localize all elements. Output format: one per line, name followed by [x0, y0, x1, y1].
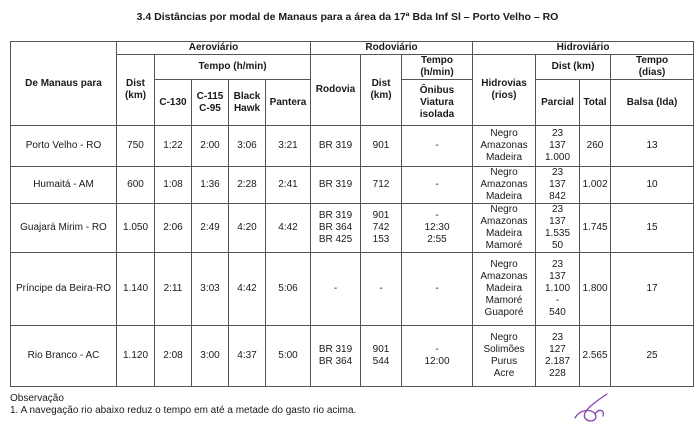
header-pantera: Pantera — [266, 80, 311, 126]
distance-table — [10, 41, 694, 387]
header-hidroviario: Hidroviário — [473, 42, 694, 55]
cell-balsa: 10 — [611, 167, 694, 204]
cell-destination: Guajará Mirim - RO — [11, 204, 117, 253]
cell-time-c115: 3:03 — [192, 253, 229, 326]
cell-balsa: 15 — [611, 204, 694, 253]
cell-hidrovias: Negro Solimões Purus Acre — [473, 326, 536, 387]
cell-total: 260 — [580, 126, 611, 167]
cell-hidrovias: Negro Amazonas Madeira Mamoré — [473, 204, 536, 253]
cell-destination: Humaitá - AM — [11, 167, 117, 204]
table-row — [11, 204, 694, 253]
cell-time-black-hawk: 4:37 — [229, 326, 266, 387]
cell-time-pantera: 4:42 — [266, 204, 311, 253]
cell-rodovias: - — [311, 253, 361, 326]
cell-parcial: 23 137 1.000 — [536, 126, 580, 167]
cell-hidrovias: Negro Amazonas Madeira Mamoré Guaporé — [473, 253, 536, 326]
header-black-hawk: Black Hawk — [229, 80, 266, 126]
cell-total: 1.800 — [580, 253, 611, 326]
cell-parcial: 23 137 842 — [536, 167, 580, 204]
cell-time-c130: 2:11 — [155, 253, 192, 326]
header-aero-dist: Dist (km) — [117, 55, 155, 126]
table-row — [11, 126, 694, 167]
cell-time-black-hawk: 3:06 — [229, 126, 266, 167]
cell-road-time: - — [402, 167, 473, 204]
cell-total: 1.745 — [580, 204, 611, 253]
header-rodoviario: Rodoviário — [311, 42, 473, 55]
header-total: Total — [580, 80, 611, 126]
cell-air-distance: 1.120 — [117, 326, 155, 387]
cell-time-black-hawk: 4:42 — [229, 253, 266, 326]
cell-road-distance: - — [361, 253, 402, 326]
cell-time-c115: 3:00 — [192, 326, 229, 387]
header-rodovia: Rodovia — [311, 55, 361, 126]
cell-time-c115: 1:36 — [192, 167, 229, 204]
observation-note: 1. A navegação rio abaixo reduz o tempo em até a metade do gasto rio acima. — [10, 405, 357, 416]
header-rod-tempo: Tempo (h/min) — [402, 55, 473, 80]
cell-rodovias: BR 319 BR 364 BR 425 — [311, 204, 361, 253]
cell-parcial: 23 127 2.187 228 — [536, 326, 580, 387]
page-title: 3.4 Distâncias por modal de Manaus para a área da 17ª Bda Inf Sl – Porto Velho – RO — [136, 11, 559, 23]
header-c130: C-130 — [155, 80, 192, 126]
header-hidro-dist: Dist (km) — [536, 55, 611, 80]
header-parcial: Parcial — [536, 80, 580, 126]
cell-destination: Porto Velho - RO — [11, 126, 117, 167]
cell-time-black-hawk: 2:28 — [229, 167, 266, 204]
cell-destination: Rio Branco - AC — [11, 326, 117, 387]
cell-hidrovias: Negro Amazonas Madeira — [473, 126, 536, 167]
cell-road-distance: 712 — [361, 167, 402, 204]
header-rod-dist: Dist (km) — [361, 55, 402, 126]
cell-balsa: 25 — [611, 326, 694, 387]
cell-road-distance: 901 — [361, 126, 402, 167]
cell-balsa: 13 — [611, 126, 694, 167]
cell-time-pantera: 5:00 — [266, 326, 311, 387]
signature-mark — [565, 388, 625, 426]
header-balsa: Balsa (Ida) — [611, 80, 694, 126]
table-row — [11, 326, 694, 387]
cell-time-c130: 1:22 — [155, 126, 192, 167]
cell-time-c130: 2:06 — [155, 204, 192, 253]
cell-time-c115: 2:00 — [192, 126, 229, 167]
cell-road-time: - 12:30 2:55 — [402, 204, 473, 253]
cell-road-time: - — [402, 126, 473, 167]
cell-destination: Príncipe da Beira-RO — [11, 253, 117, 326]
observation-label: Observação — [10, 393, 64, 404]
cell-air-distance: 750 — [117, 126, 155, 167]
header-hidrovias: Hidrovias (rios) — [473, 55, 536, 126]
cell-time-c130: 2:08 — [155, 326, 192, 387]
table-body — [11, 126, 694, 387]
cell-parcial: 23 137 1.100 - 540 — [536, 253, 580, 326]
cell-road-time: - — [402, 253, 473, 326]
header-aero-tempo: Tempo (h/min) — [155, 55, 311, 80]
cell-time-pantera: 2:41 — [266, 167, 311, 204]
cell-road-distance: 901 544 — [361, 326, 402, 387]
cell-time-c130: 1:08 — [155, 167, 192, 204]
header-destination: De Manaus para — [11, 42, 117, 126]
header-hidro-tempo: Tempo (dias) — [611, 55, 694, 80]
cell-air-distance: 1.050 — [117, 204, 155, 253]
cell-parcial: 23 137 1.535 50 — [536, 204, 580, 253]
cell-balsa: 17 — [611, 253, 694, 326]
cell-air-distance: 1.140 — [117, 253, 155, 326]
cell-total: 1.002 — [580, 167, 611, 204]
cell-total: 2.565 — [580, 326, 611, 387]
cell-time-c115: 2:49 — [192, 204, 229, 253]
cell-time-black-hawk: 4:20 — [229, 204, 266, 253]
cell-rodovias: BR 319 — [311, 126, 361, 167]
cell-road-distance: 901 742 153 — [361, 204, 402, 253]
cell-road-time: - 12:00 — [402, 326, 473, 387]
cell-hidrovias: Negro Amazonas Madeira — [473, 167, 536, 204]
cell-rodovias: BR 319 BR 364 — [311, 326, 361, 387]
table-row — [11, 167, 694, 204]
table-row — [11, 253, 694, 326]
header-c115: C-115 C-95 — [192, 80, 229, 126]
cell-time-pantera: 5:06 — [266, 253, 311, 326]
header-aeroviario: Aeroviário — [117, 42, 311, 55]
cell-air-distance: 600 — [117, 167, 155, 204]
header-onibus: Ônibus Viatura isolada — [402, 80, 473, 126]
cell-rodovias: BR 319 — [311, 167, 361, 204]
observation-block — [10, 393, 356, 417]
cell-time-pantera: 3:21 — [266, 126, 311, 167]
